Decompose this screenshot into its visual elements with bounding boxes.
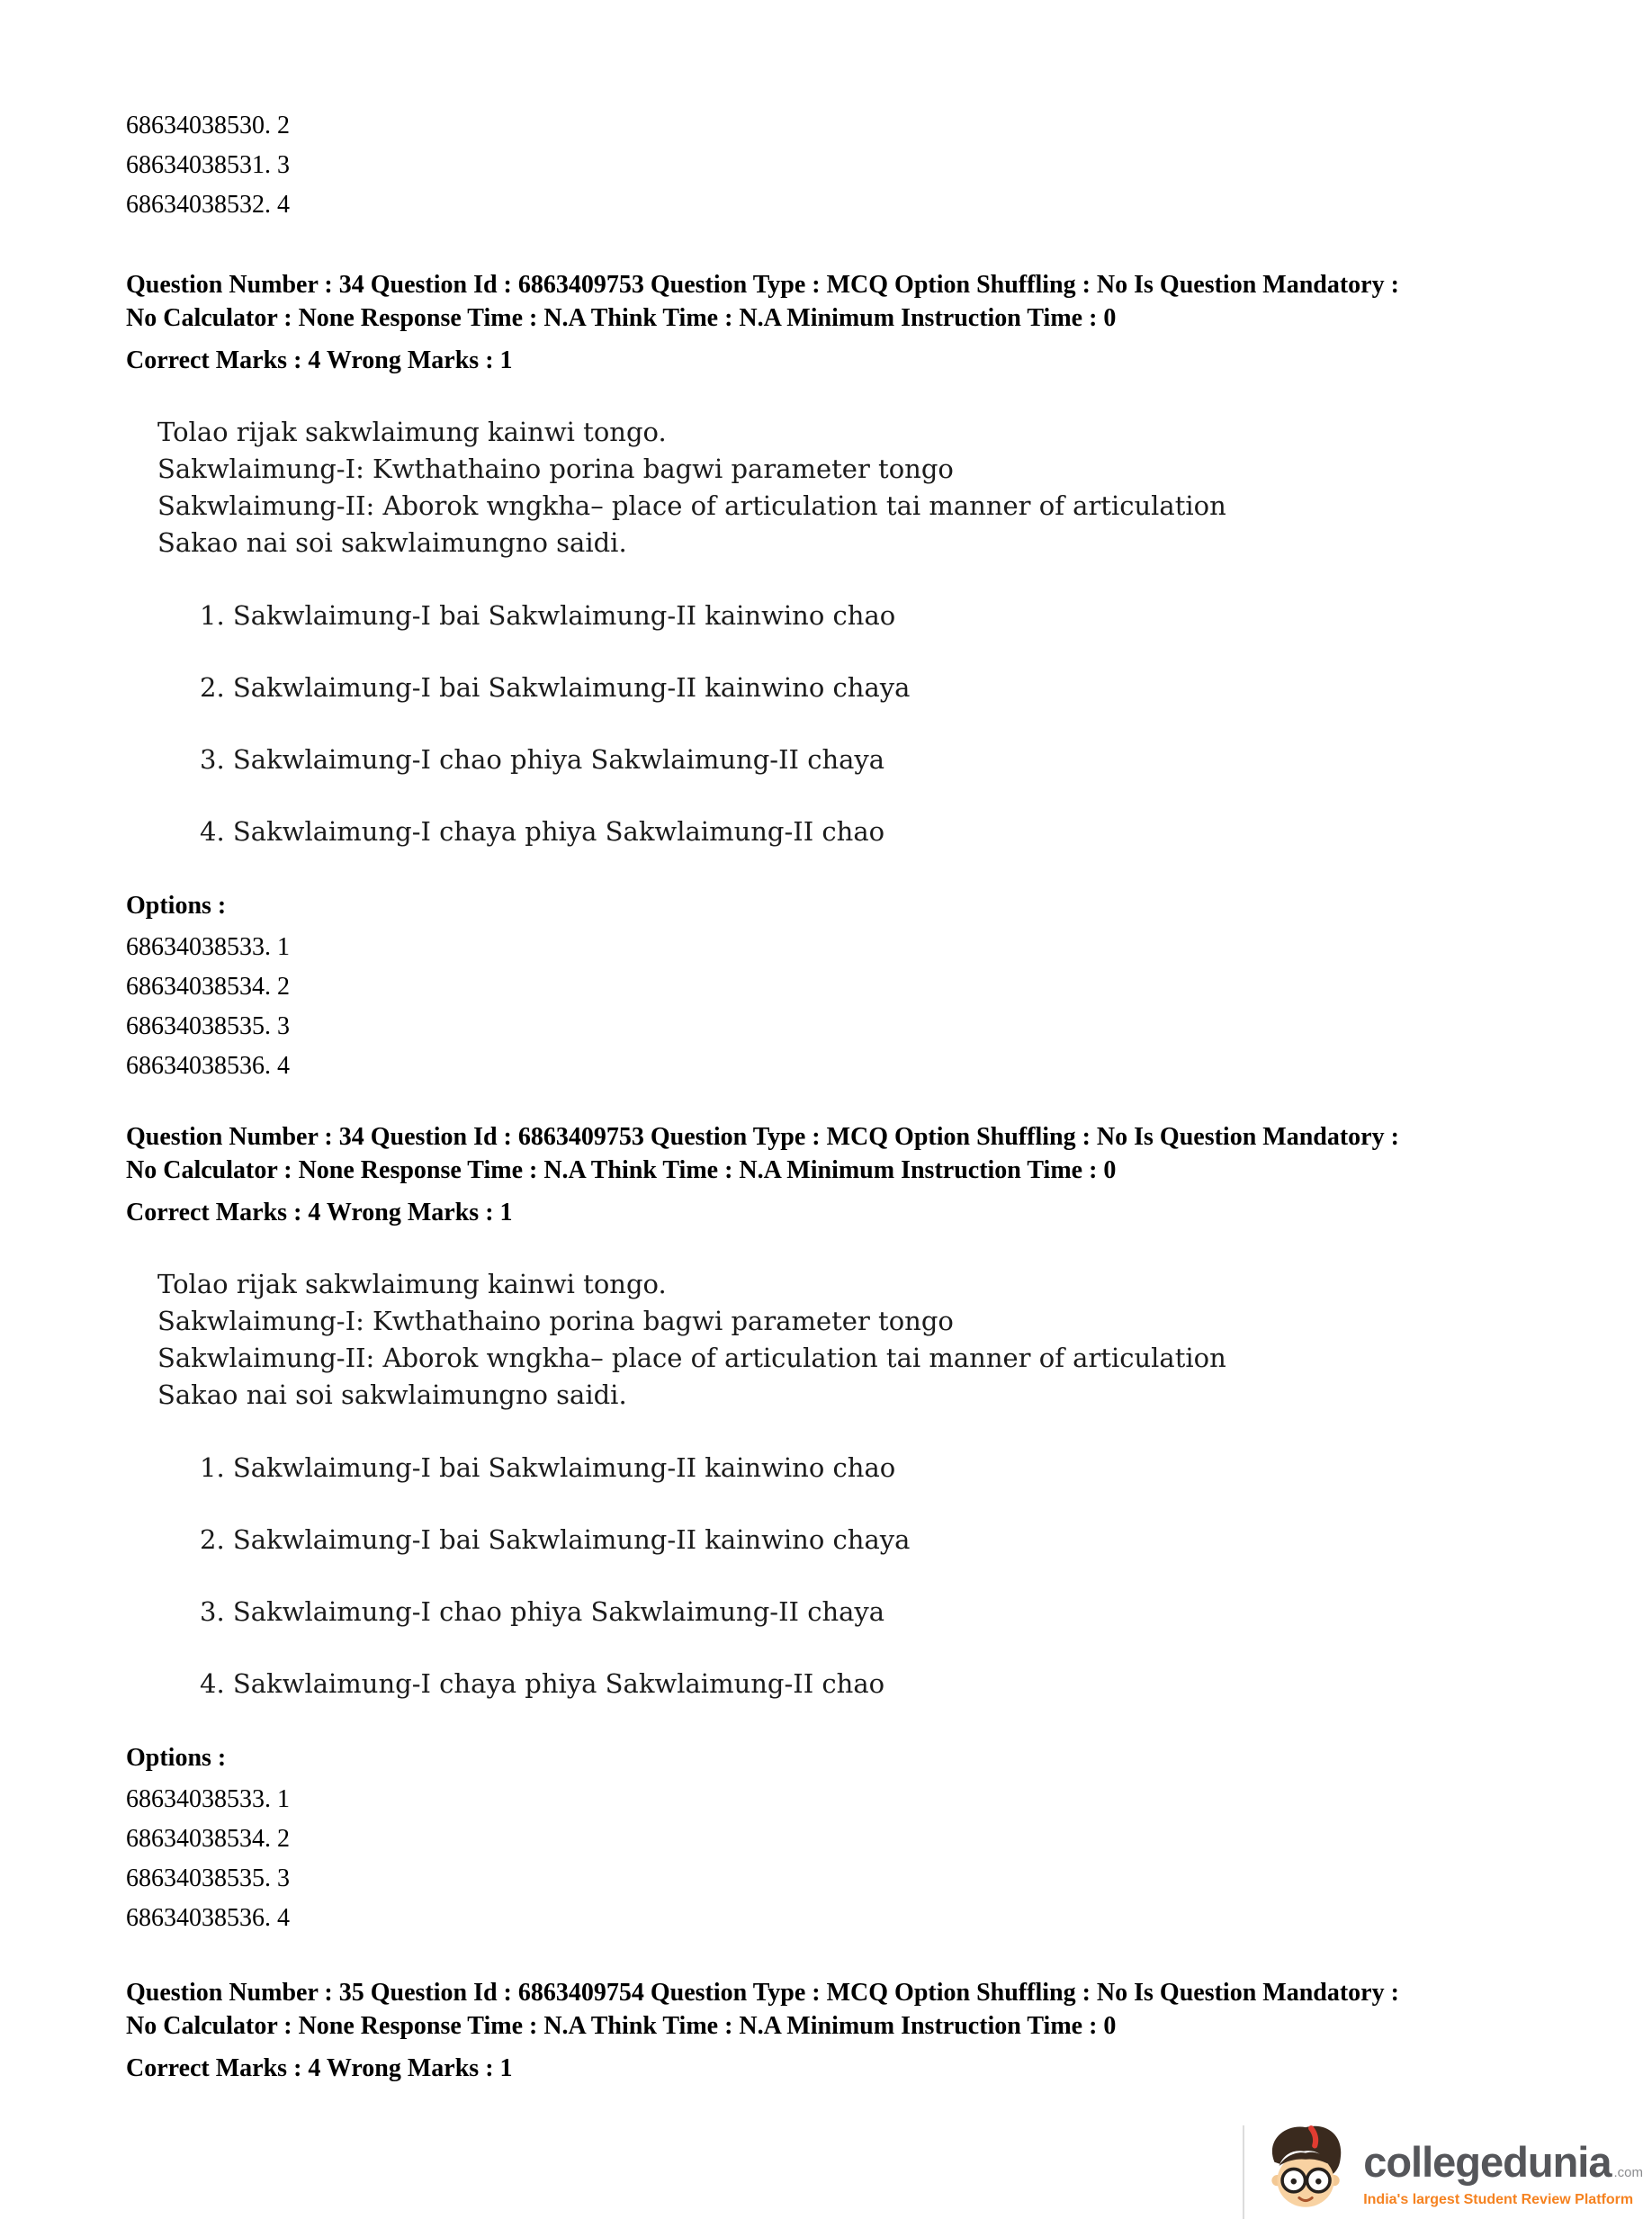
option-id-line: 68634038536. 4 xyxy=(126,1052,290,1080)
option-id-line: 68634038535. 3 xyxy=(126,1012,290,1040)
question-marks-line: Correct Marks : 4 Wrong Marks : 1 xyxy=(126,346,513,374)
stem-line: Tolao rijak sakwlaimung kainwi tongo. xyxy=(157,1269,667,1299)
logo-tagline: India's largest Student Review Platform xyxy=(1363,2191,1634,2207)
question-choices xyxy=(200,1450,1562,1702)
options-label: Options : xyxy=(126,892,227,920)
question-block-35-header xyxy=(126,1976,1562,2085)
option-id-line: 68634038536. 4 xyxy=(126,1904,290,1932)
choice-1: 1. Sakwlaimung-I bai Sakwlaimung-II kainwino chao xyxy=(200,1452,896,1483)
options-label: Options : xyxy=(126,1744,227,1772)
logo-text-block xyxy=(1363,2137,1643,2208)
question-header-line1: Question Number : 34 Question Id : 6863409753 Question Type : MCQ Option Shuffling : No Is Question Mandatory : xyxy=(126,271,1399,299)
stem-line: Tolao rijak sakwlaimung kainwi tongo. xyxy=(157,417,667,447)
option-id-line: 68634038532. 4 xyxy=(126,191,290,219)
option-id-list xyxy=(126,928,1562,1086)
previous-question-option-ids xyxy=(126,106,1562,225)
stem-line: Sakwlaimung-II: Aborok wngkha– place of articulation tai manner of articulation xyxy=(157,490,1226,521)
option-id-line: 68634038533. 1 xyxy=(126,1785,290,1813)
stem-line: Sakwlaimung-II: Aborok wngkha– place of articulation tai manner of articulation xyxy=(157,1343,1226,1373)
collegedunia-logo xyxy=(1243,2122,1643,2223)
question-header-line2: No Calculator : None Response Time : N.A Think Time : N.A Minimum Instruction Time : 0 xyxy=(126,2012,1117,2040)
stem-line: Sakwlaimung-I: Kwthathaino porina bagwi parameter tongo xyxy=(157,454,954,484)
choice-3: 3. Sakwlaimung-I chao phiya Sakwlaimung-II chaya xyxy=(200,1596,885,1627)
logo-divider xyxy=(1243,2125,1244,2219)
question-header-line2: No Calculator : None Response Time : N.A Think Time : N.A Minimum Instruction Time : 0 xyxy=(126,304,1117,332)
choice-4: 4. Sakwlaimung-I chaya phiya Sakwlaimung-II chao xyxy=(200,1668,885,1699)
question-block-34-second xyxy=(126,1120,1562,1938)
choice-1: 1. Sakwlaimung-I bai Sakwlaimung-II kainwino chao xyxy=(200,600,896,631)
question-header xyxy=(126,1976,1562,2085)
option-id-list xyxy=(126,1780,1562,1938)
stem-line: Sakao nai soi sakwlaimungno saidi. xyxy=(157,527,627,558)
option-id-line: 68634038531. 3 xyxy=(126,151,290,179)
question-stem xyxy=(157,414,1562,561)
question-header xyxy=(126,1120,1562,1229)
question-header-line1: Question Number : 34 Question Id : 6863409753 Question Type : MCQ Option Shuffling : No Is Question Mandatory : xyxy=(126,1123,1399,1151)
stem-line: Sakwlaimung-I: Kwthathaino porina bagwi parameter tongo xyxy=(157,1306,954,1336)
option-id-line: 68634038530. 2 xyxy=(126,112,290,139)
question-marks-line: Correct Marks : 4 Wrong Marks : 1 xyxy=(126,2054,513,2082)
question-marks-line: Correct Marks : 4 Wrong Marks : 1 xyxy=(126,1199,513,1226)
question-header-line1: Question Number : 35 Question Id : 6863409754 Question Type : MCQ Option Shuffling : No Is Question Mandatory : xyxy=(126,1979,1399,2007)
option-id-line: 68634038535. 3 xyxy=(126,1864,290,1892)
option-id-line: 68634038533. 1 xyxy=(126,933,290,961)
question-choices xyxy=(200,597,1562,850)
choice-2: 2. Sakwlaimung-I bai Sakwlaimung-II kainwino chaya xyxy=(200,672,911,703)
logo-tld: .com xyxy=(1613,2164,1643,2180)
question-stem xyxy=(157,1266,1562,1414)
question-header xyxy=(126,268,1562,377)
question-block-34-first xyxy=(126,268,1562,1086)
choice-3: 3. Sakwlaimung-I chao phiya Sakwlaimung-II chaya xyxy=(200,744,885,775)
choice-2: 2. Sakwlaimung-I bai Sakwlaimung-II kainwino chaya xyxy=(200,1524,911,1555)
question-header-line2: No Calculator : None Response Time : N.A Think Time : N.A Minimum Instruction Time : 0 xyxy=(126,1156,1117,1184)
collegedunia-mascot-icon xyxy=(1257,2122,1351,2223)
logo-wordmark: collegedunia xyxy=(1363,2137,1612,2186)
choice-4: 4. Sakwlaimung-I chaya phiya Sakwlaimung-II chao xyxy=(200,816,885,847)
option-id-line: 68634038534. 2 xyxy=(126,1825,290,1853)
option-id-line: 68634038534. 2 xyxy=(126,973,290,1001)
stem-line: Sakao nai soi sakwlaimungno saidi. xyxy=(157,1379,627,1410)
